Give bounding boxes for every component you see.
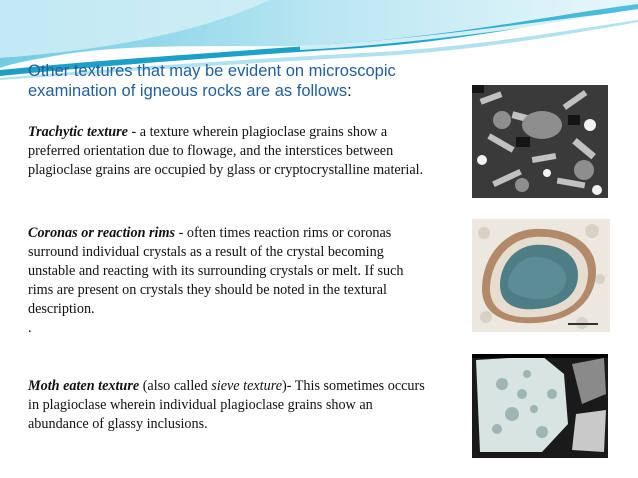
trachytic-description: - a texture wherein plagioclase grains show a preferred orientation due to flowage, and the interstices between plagioclase grains are occupied by glass or cryptocrystalline material.	[28, 124, 424, 178]
trachytic-micrograph-image	[472, 85, 608, 198]
moth-eaten-paragraph	[28, 377, 428, 434]
intro-line-2: examination of igneous rocks are as follows	[28, 82, 348, 100]
moth-eaten-text-a: (also called	[139, 378, 212, 394]
moth-eaten-term: Moth eaten texture	[28, 378, 140, 394]
coronas-trailing-dot: .	[28, 320, 32, 336]
intro-text	[28, 61, 448, 101]
coronas-description: - often times reaction rims or coronas surround individual crystals as a result of the crystal becoming unstable and reacting with its surrounding crystals or melt. If such rims are present on crystals they should be noted in the textural description.	[28, 225, 404, 317]
moth-eaten-text-b: )- This sometimes occurs in plagioclase wherein individual plagioclase grains show an abundance of glassy inclusions.	[28, 378, 425, 432]
sieve-texture-term: sieve texture	[211, 378, 282, 394]
intro-line-1: Other textures that may be evident on microscopic	[28, 62, 396, 80]
trachytic-paragraph	[28, 123, 428, 180]
trachytic-term: Trachytic texture	[28, 124, 128, 140]
coronas-term: Coronas or reaction rims	[28, 225, 176, 241]
sieve-texture-micrograph-image	[472, 354, 608, 458]
corona-micrograph-image	[472, 219, 610, 332]
intro-colon: :	[347, 82, 352, 100]
coronas-paragraph	[28, 224, 428, 338]
